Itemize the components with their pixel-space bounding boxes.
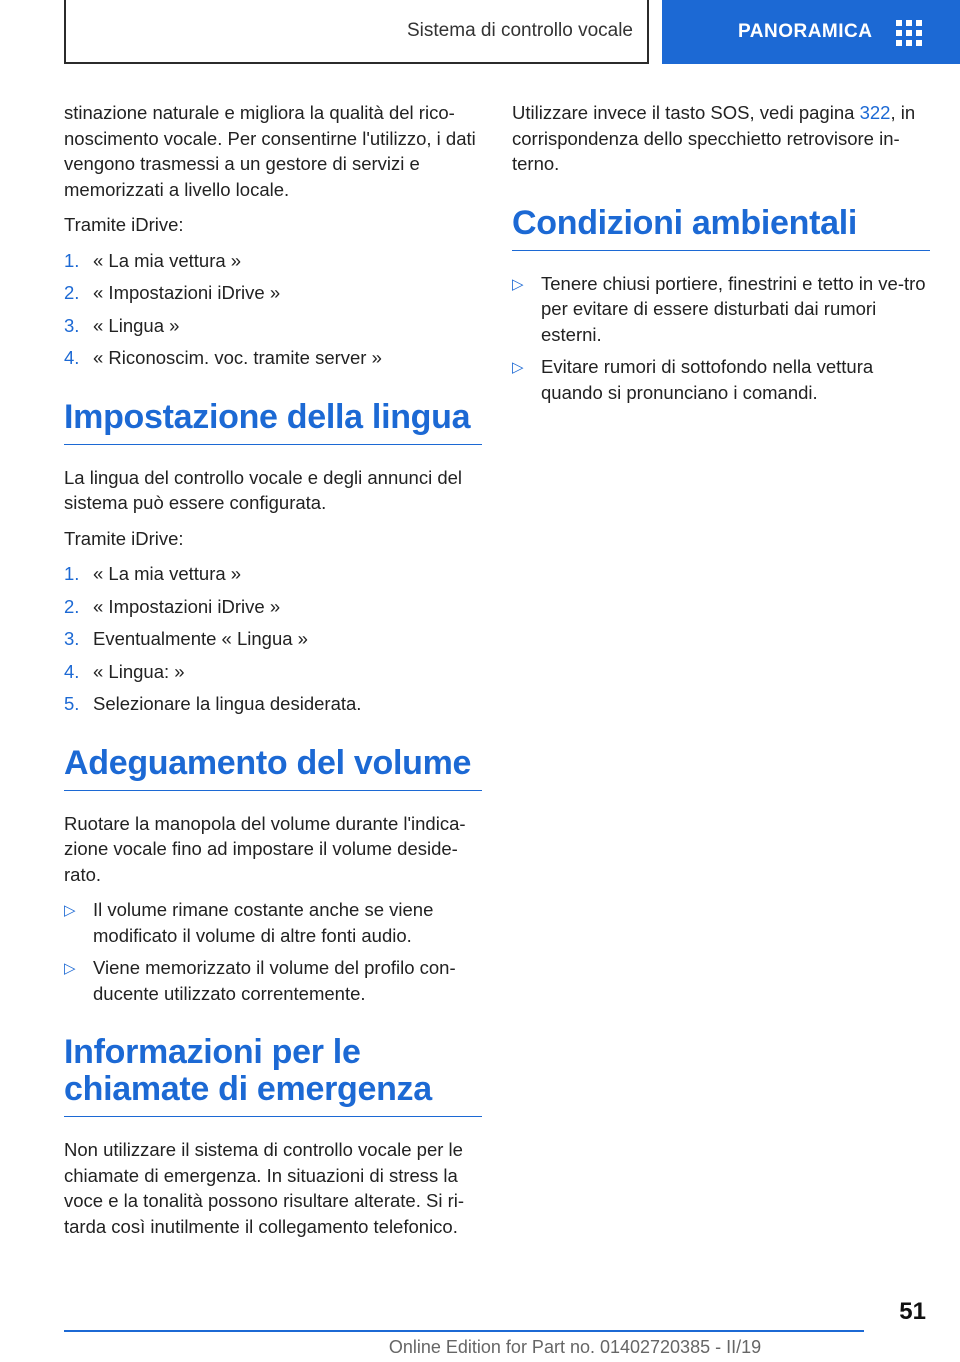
list-item (64, 345, 482, 371)
list-item (64, 280, 482, 306)
step-number: 1. (64, 249, 80, 271)
triangle-bullet-icon: ▷ (64, 902, 76, 919)
grid-menu-icon[interactable] (896, 20, 922, 46)
list-item (64, 691, 482, 717)
lingua-tramite-label: Tramite iDrive: (64, 527, 184, 549)
list-item (512, 354, 930, 405)
right-column (512, 100, 930, 413)
header-section-box (64, 0, 649, 64)
step-number: 3. (64, 628, 80, 649)
bullet-text: Viene memorizzato il volume del profilo con-ducente utilizzato correntemente. (93, 957, 456, 1004)
volume-heading: Adeguamento del volume (64, 745, 482, 791)
step-number: 2. (64, 595, 80, 617)
step-text: « Lingua: » (93, 660, 185, 682)
footer-divider (64, 1330, 864, 1332)
emergency-heading: Informazioni per le chiamate di emergenza (64, 1034, 482, 1117)
lingua-paragraph: La lingua del controllo vocale e degli annunci del sistema può essere configurata. (64, 466, 463, 513)
step-number: 4. (64, 660, 80, 682)
triangle-bullet-icon: ▷ (64, 960, 76, 977)
list-item (64, 594, 482, 620)
list-item (64, 313, 482, 339)
header-chapter-tab[interactable] (662, 0, 960, 64)
list-item (64, 659, 482, 685)
step-text: « Lingua » (93, 314, 180, 336)
footer-edition: Online Edition for Part no. 01402720385 - II/19 (388, 1337, 762, 1357)
volume-bullets-list (64, 897, 482, 1006)
list-item (512, 271, 930, 348)
step-number: 4. (64, 347, 80, 368)
list-item (64, 897, 482, 948)
step-number: 1. (64, 563, 80, 584)
volume-paragraph: Ruotare la manopola del volume durante l'indica-zione vocale fino ad impostare il volume deside-rato. (64, 812, 466, 885)
step-text: « La mia vettura » (93, 249, 242, 271)
step-text: Eventualmente « Lingua » (93, 628, 308, 649)
step-text: « Impostazioni iDrive » (93, 282, 281, 303)
bullet-text: Tenere chiusi portiere, finestrini e tetto in ve-tro per evitare di essere disturbati dai rumori esterni. (541, 272, 926, 345)
step-number: 2. (64, 282, 80, 303)
list-item (64, 561, 482, 587)
ambient-bullets-list (512, 271, 930, 406)
intro-tramite-label: Tramite iDrive: (64, 214, 184, 235)
bullet-text: Il volume rimane costante anche se viene modificato il volume di altre fonti audio. (93, 899, 434, 946)
header-chapter-label: PANORAMICA (738, 21, 873, 42)
step-text: Selezionare la lingua desiderata. (93, 693, 362, 714)
bullet-text: Evitare rumori di sottofondo nella vettura quando si pronunciano i comandi. (541, 356, 874, 403)
page-ref-link[interactable]: 322 (859, 102, 891, 123)
lingua-heading: Impostazione della lingua (64, 399, 482, 445)
triangle-bullet-icon: ▷ (512, 359, 524, 376)
step-text: « Impostazioni iDrive » (93, 595, 281, 617)
list-item (64, 626, 482, 652)
lingua-steps-list (64, 561, 482, 717)
list-item (64, 248, 482, 274)
triangle-bullet-icon: ▷ (512, 275, 524, 293)
left-column (64, 100, 482, 1249)
sos-paragraph (512, 100, 930, 177)
page-number: 51 (899, 1298, 926, 1325)
step-number: 5. (64, 693, 80, 714)
step-text: « Riconoscim. voc. tramite server » (93, 347, 382, 368)
intro-paragraph: stinazione naturale e migliora la qualità del rico-noscimento vocale. Per consentirne l'utilizzo, i dati vengono trasmessi a un gestore di servizi e memorizzati a livello locale. (64, 102, 476, 200)
step-number: 3. (64, 314, 80, 336)
intro-steps-list (64, 248, 482, 371)
emergency-paragraph: Non utilizzare il sistema di controllo vocale per le chiamate di emergenza. In situazioni di stress la voce e la tonalità possono risultare alterate. Si ri-tarda così inutilmente il collegamento telefonico. (64, 1139, 465, 1237)
header-section-title: Sistema di controllo vocale (407, 20, 633, 41)
ambient-heading: Condizioni ambientali (512, 205, 930, 251)
list-item (64, 955, 482, 1006)
sos-text-after: , in corrispondenza dello specchietto retrovisore in-terno. (512, 102, 916, 174)
step-text: « La mia vettura » (93, 563, 242, 584)
sos-text-before: Utilizzare invece il tasto SOS, vedi pagina (512, 102, 860, 123)
